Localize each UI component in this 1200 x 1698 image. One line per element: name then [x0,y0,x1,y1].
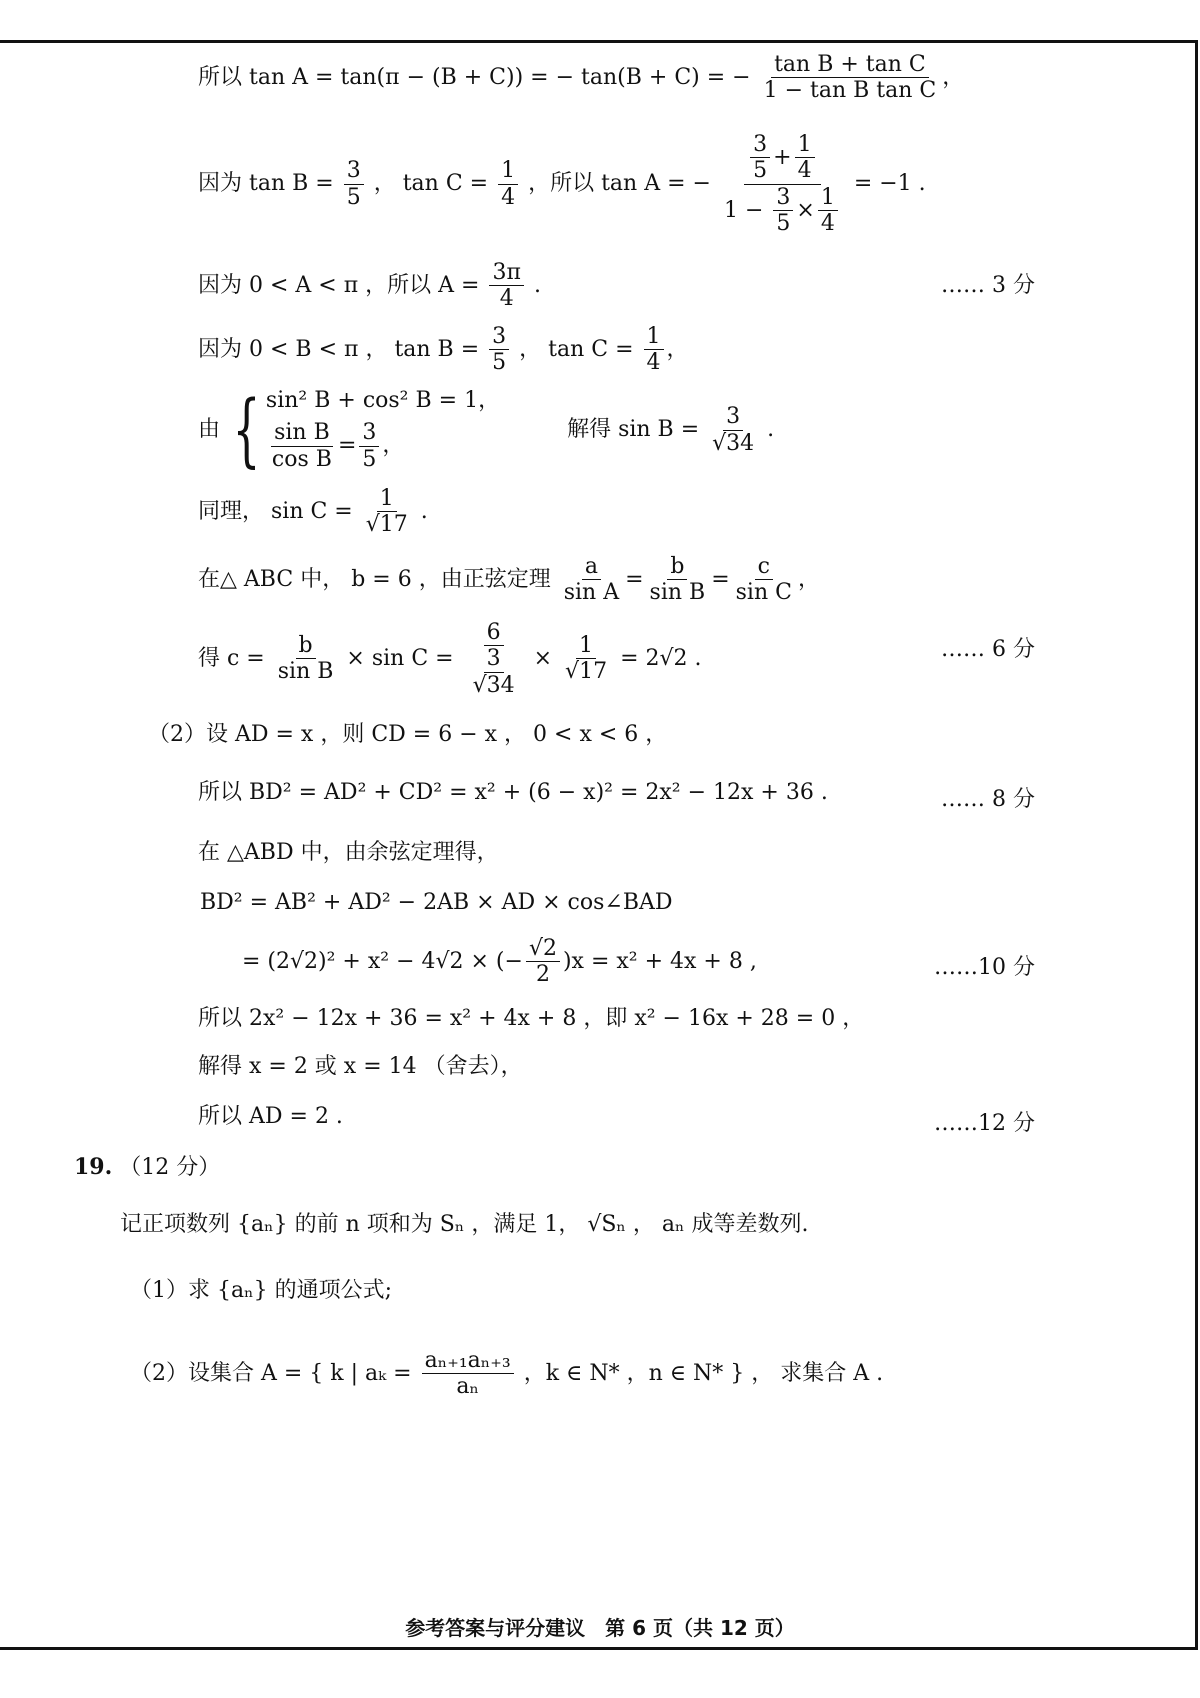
fraction [359,420,379,472]
denominator: 4 [820,210,835,236]
denominator: √34 [472,672,515,698]
line-text: = −1 . [853,171,926,197]
solution-line-15: 解得 x = 2 或 x = 14 （舍去）， [198,1054,523,1079]
solution-line-4: 因为 0 < B < π ， tan B = $\frac{3}{5}$ ， tan C = $\frac{1}{4}$ ， [198,324,689,376]
solution-line-1 [198,52,964,104]
numerator: 6 [484,620,504,646]
brace-glyph: { [232,382,261,476]
denominator: 4 [499,286,514,312]
solution-line-14: 所以 2x² − 12x + 36 = x² + 4x + 8 ，即 x² − 16x + 28 = 0 ， [198,1006,865,1031]
fraction [489,324,509,376]
solution-line-5: 由 { sin² B + cos² B = 1， $\frac{\text{sin B}}{\text{cos B}}$ = $\frac{3}{5}$ ， 解得 sin B = $\frac{3}{√34}$ . [198,382,775,476]
fraction [344,158,364,210]
fraction [526,936,560,988]
fraction [818,185,838,237]
compound-fraction [721,132,844,236]
denominator: 2 [535,962,550,988]
solution-line-10: 所以 BD² = AD² + CD² = x² + (6 − x)² = 2x² − 12x + 36 . [198,780,828,805]
numerator: 3 [484,646,504,672]
compound-numerator: $\frac{3}{5}$ + $\frac{1}{4}$ [744,132,820,185]
numerator: 3 [359,420,379,446]
numerator: √2 [526,936,560,962]
line-text: 因为 tan B = [198,171,334,197]
line-text: 由 [198,417,221,442]
fraction [750,132,770,184]
solution-line-9: （2）设 AD = x ，则 CD = 6 − x ， 0 < x < 6 ， [148,722,668,747]
solution-line-7: 在△ ABC 中， b = 6 ，由正弦定理 $\frac{a}{\text{sin A}}$ = $\frac{b}{\text{sin B}}$ = $\frac{c}{\text{sin C}}$ ， [198,554,820,606]
denominator: cos B [271,446,332,472]
denominator: 5 [362,446,377,472]
denominator: sin C [735,580,792,606]
line-text: × [533,645,553,671]
line-text: 同理， sin C = [198,498,353,524]
line-text: × sin C = [346,645,454,671]
solution-line-16: 所以 AD = 2 . [198,1104,343,1129]
numerator: 1 [498,158,518,184]
numerator: 3 [489,324,509,350]
numerator: 3 [344,158,364,184]
numerator: 3 [723,404,743,430]
compound-denominator: 1 − $\frac{3}{5}$ × $\frac{1}{4}$ [721,185,844,237]
line-text: 在△ ABC 中， b = 6 ，由正弦定理 [198,566,551,592]
question-number: 19. [74,1154,113,1180]
compound-fraction [464,620,524,698]
denominator: √17 [365,512,408,538]
denominator: aₙ [456,1374,479,1400]
system-lines [266,388,500,472]
denominator: sin B [277,659,334,685]
denominator: 5 [753,158,768,184]
score-mark: ……10 分 [934,955,1035,980]
fraction [647,554,709,606]
page-footer: 参考答案与评分建议 第 6 页（共 12 页） [405,1616,795,1640]
system-line-1: sin² B + cos² B = 1， [265,388,501,413]
fraction [363,486,411,538]
line-text: ， tan C = [519,336,634,362]
denominator: 5 [776,210,791,236]
numerator: aₙ₊₁aₙ₊₃ [422,1348,514,1374]
fraction [709,404,757,456]
score-mark: …… 3 分 [941,273,1035,298]
denominator: √17 [565,659,608,685]
denominator: 4 [501,184,516,210]
numerator: 1 [576,633,596,659]
numerator: 1 [377,486,397,512]
line-text: 得 c = [198,645,265,671]
denominator: sin A [563,580,620,606]
numerator: b [667,554,687,580]
fraction [644,324,664,376]
fraction [761,52,940,104]
numerator: sin B [271,420,333,446]
fraction [562,633,610,685]
fraction [733,554,795,606]
score-mark: …… 8 分 [941,787,1035,812]
fraction [470,646,518,698]
question-19-part-2 [130,1348,883,1400]
fraction [498,158,518,210]
fraction [773,185,793,237]
denominator: 5 [346,184,361,210]
fraction [269,420,335,472]
numerator: tan B + tan C [771,52,929,78]
question-19-stem: 记正项数列 {aₙ} 的前 n 项和为 Sₙ ，满足 1， √Sₙ ， aₙ 成等差数列. [120,1212,809,1237]
line-text: ，k ∈ N* ，n ∈ N* } ， 求集合 A . [523,1360,884,1386]
numerator: 1 [644,324,664,350]
line-text: = (2√2)² + x² − 4√2 × (− [242,948,523,974]
line-text: 因为 0 < A < π ，所以 A = [198,272,480,298]
line-text: 因为 0 < B < π ， tan B = [198,336,480,362]
solution-line-8 [198,620,702,698]
question-score: （12 分） [119,1155,221,1180]
question-19-part-1: （1）求 {aₙ} 的通项公式; [130,1278,393,1303]
numerator: 3 [773,185,793,211]
solution-line-11: 在 △ABD 中，由余弦定理得， [198,840,499,865]
denominator: 4 [797,158,812,184]
fraction [561,554,622,606]
denominator: 5 [492,350,507,376]
line-text: （2）设集合 A = { k | aₖ = [130,1360,412,1386]
solution-line-6: 同理， sin C = $\frac{1}{√17}$ . [198,486,428,538]
denominator: 4 [646,350,661,376]
line-text: = 2√2 . [620,645,702,671]
fraction [275,633,337,685]
question-19-header [74,1154,220,1181]
score-mark: ……12 分 [934,1111,1035,1136]
numerator: 1 [795,132,815,158]
equation-system [227,382,501,476]
compound-denominator [464,646,524,698]
numerator: c [755,554,773,580]
numerator: 3 [750,132,770,158]
numerator: 1 [818,185,838,211]
line-text: ， [942,64,965,90]
score-mark: …… 6 分 [941,637,1035,662]
fraction [489,260,523,312]
solution-line-13 [242,936,757,988]
numerator: a [582,554,601,580]
fraction [422,1348,514,1400]
line-text: ，所以 tan A = − [528,171,711,197]
solution-line-12: BD² = AB² + AD² − 2AB × AD × cos∠BAD [200,890,673,915]
system-line-2: $\frac{\text{sin B}}{\text{cos B}}$ = $\frac{3}{5}$ ， [266,420,500,472]
solution-line-3: 因为 0 < A < π ，所以 A = $\frac{3\pi}{4}$ . [198,260,541,312]
solution-line-2 [198,132,926,236]
line-text: = [337,433,357,459]
numerator: 3π [489,260,523,286]
denominator: 1 − tan B tan C [763,78,937,104]
fraction [795,132,815,184]
line-text: ， tan C = [373,171,489,197]
line-text: )x = x² + 4x + 8 , [562,948,757,974]
denominator: sin B [649,580,706,606]
denominator: √34 [712,430,755,456]
line-text: 所以 tan A = tan(π − (B + C)) = − tan(B + C) = − [198,64,751,90]
line-text: 解得 sin B = [567,417,700,442]
numerator: b [296,633,316,659]
